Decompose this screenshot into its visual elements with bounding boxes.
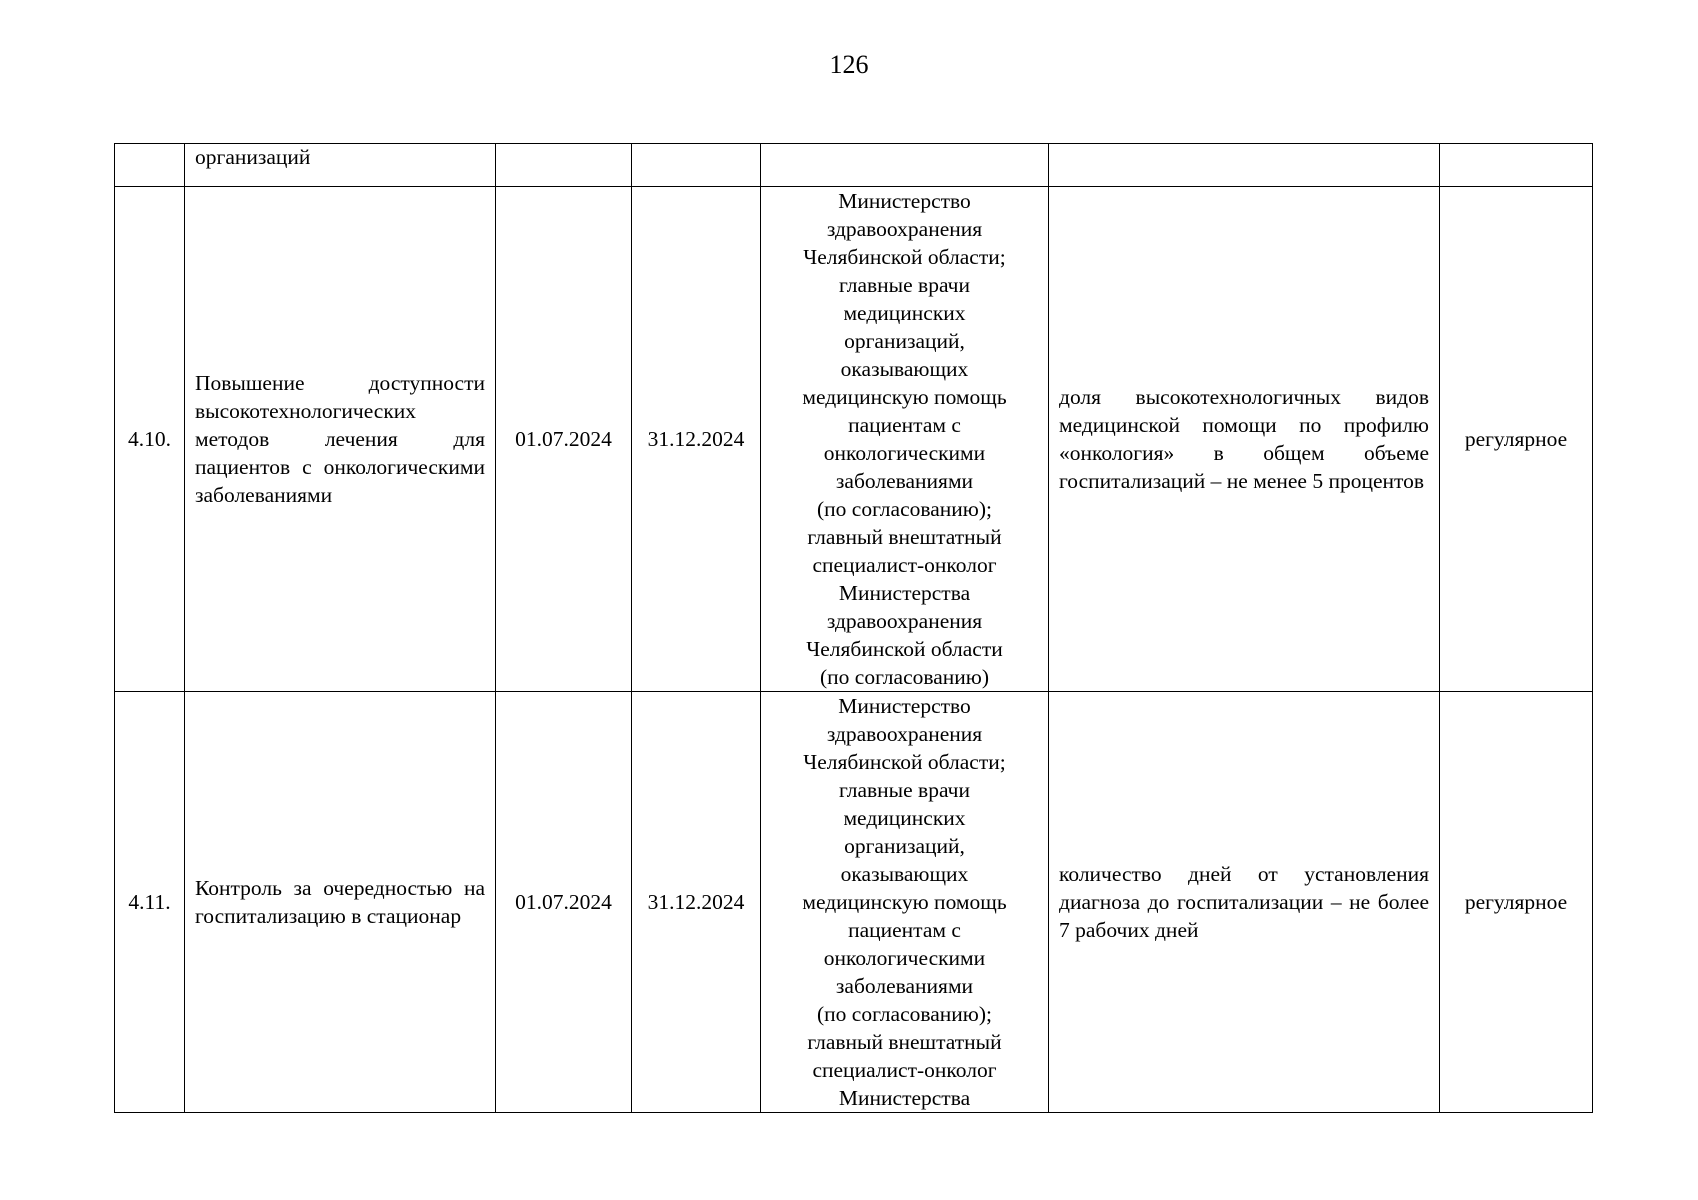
row-number: 4.10.	[115, 187, 185, 692]
responsible-line: здравоохранения	[826, 217, 983, 241]
cell-num	[115, 144, 185, 187]
continuation-row	[115, 144, 1593, 187]
measures-table	[114, 143, 1593, 1113]
responsible-line: Министерство	[838, 694, 971, 718]
responsible-line: Челябинской области;	[803, 750, 1006, 774]
responsible-line: организаций,	[844, 329, 965, 353]
responsible-line: медицинских	[843, 301, 966, 325]
responsible-line: специалист-онколог	[812, 1058, 997, 1082]
cell-indicator	[1049, 144, 1440, 187]
cell-kind	[1440, 144, 1593, 187]
responsible-line: заболеваниями	[835, 469, 974, 493]
responsible-line: Министерства	[838, 1086, 971, 1110]
table-row	[115, 692, 1593, 1113]
responsible-line: Министерство	[838, 189, 971, 213]
row-number: 4.11.	[115, 692, 185, 1113]
responsible-line: медицинскую помощь	[802, 890, 1007, 914]
end-date: 31.12.2024	[632, 187, 761, 692]
responsible-executors	[761, 692, 1049, 1113]
responsible-line: здравоохранения	[826, 609, 983, 633]
name-tail-text: организаций	[195, 145, 311, 169]
responsible-line: медицинских	[843, 806, 966, 830]
responsible-line: специалист-онколог	[812, 553, 997, 577]
measure-name: Повышение доступности высокотехнологических методов лечения для пациентов с онкологическими заболеваниями	[185, 187, 496, 692]
responsible-line: Министерства	[838, 581, 971, 605]
table-row	[115, 187, 1593, 692]
measure-name: Контроль за очередностью на госпитализацию в стационар	[185, 692, 496, 1113]
responsible-line: главный внештатный	[807, 1030, 1002, 1054]
responsible-line: главные врачи	[839, 778, 970, 802]
end-date: 31.12.2024	[632, 692, 761, 1113]
cell-end	[632, 144, 761, 187]
cell-name	[185, 144, 496, 187]
responsible-line: онкологическими	[823, 946, 986, 970]
responsible-line: (по согласованию);	[817, 497, 992, 521]
responsible-line: оказывающих	[840, 357, 969, 381]
responsible-line: организаций,	[844, 834, 965, 858]
measure-kind: регулярное	[1440, 187, 1593, 692]
page-number: 126	[829, 50, 869, 79]
performance-indicator: доля высокотехнологичных видов медицинской помощи по профилю «онкология» в общем объеме госпитализаций – не менее 5 процентов	[1049, 187, 1440, 692]
start-date: 01.07.2024	[496, 187, 632, 692]
responsible-line: здравоохранения	[826, 722, 983, 746]
responsible-line: главный внештатный	[807, 525, 1002, 549]
responsible-line: Челябинской области;	[803, 245, 1006, 269]
responsible-line: (по согласованию)	[819, 665, 990, 689]
responsible-line: главные врачи	[839, 273, 970, 297]
cell-responsible	[761, 144, 1049, 187]
responsible-line: Челябинской области	[806, 637, 1003, 661]
responsible-line: заболеваниями	[835, 974, 974, 998]
responsible-line: (по согласованию);	[817, 1002, 992, 1026]
responsible-line: пациентам с	[848, 413, 961, 437]
performance-indicator: количество дней от установления диагноза до госпитализации – не более 7 рабочих дней	[1049, 692, 1440, 1113]
responsible-executors	[761, 187, 1049, 692]
cell-start	[496, 144, 632, 187]
responsible-line: онкологическими	[823, 441, 986, 465]
measure-kind: регулярное	[1440, 692, 1593, 1113]
responsible-line: пациентам с	[848, 918, 961, 942]
responsible-line: оказывающих	[840, 862, 969, 886]
start-date: 01.07.2024	[496, 692, 632, 1113]
responsible-line: медицинскую помощь	[802, 385, 1007, 409]
